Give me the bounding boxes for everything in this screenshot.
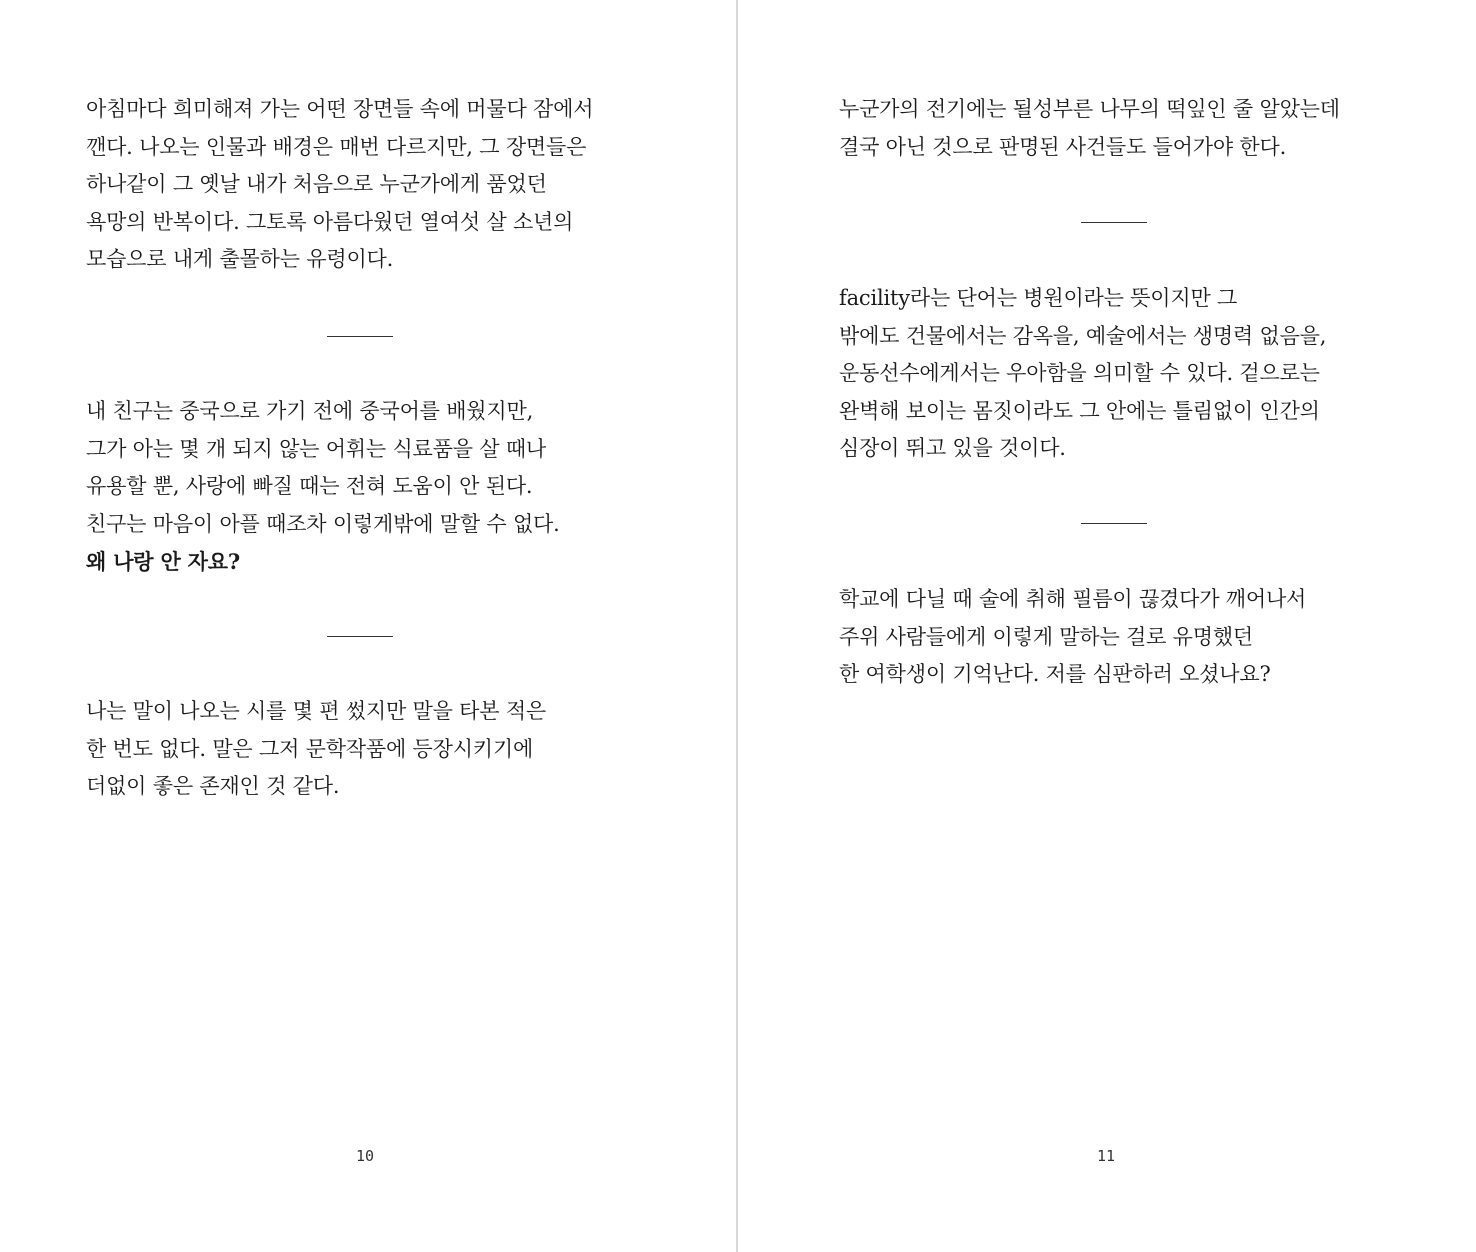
section-divider <box>1081 222 1147 223</box>
page-number: 10 <box>356 1147 375 1165</box>
section-divider <box>327 336 393 337</box>
text-line: 하나같이 그 옛날 내가 처음으로 누군가에게 품었던 <box>86 172 547 196</box>
text-line: 깬다. 나오는 인물과 배경은 매번 다르지만, 그 장면들은 <box>86 134 587 159</box>
paragraph <box>839 581 1306 694</box>
text-line: 친구는 마음이 아플 때조차 이렇게밖에 말할 수 없다. <box>86 511 560 536</box>
text-line: 운동선수에게서는 우아함을 의미할 수 있다. 겉으로는 <box>839 361 1320 385</box>
text-line: 나는 말이 나오는 시를 몇 편 썼지만 말을 타본 적은 <box>86 699 546 723</box>
text-line: 학교에 다닐 때 술에 취해 필름이 끊겼다가 깨어나서 <box>839 587 1307 611</box>
text-line: 더없이 좋은 존재인 것 같다. <box>86 774 340 798</box>
text-line: facility라는 단어는 병원이라는 뜻이지만 그 <box>839 286 1238 310</box>
text-line: 심장이 뛰고 있을 것이다. <box>839 436 1066 460</box>
right-page <box>738 0 1476 1252</box>
paragraph <box>839 91 1340 166</box>
text-line: 유용할 뿐, 사랑에 빠질 때는 전혀 도움이 안 된다. <box>86 474 533 498</box>
text-line: 그가 아는 몇 개 되지 않는 어휘는 식료품을 살 때나 <box>86 436 546 461</box>
text-line: 왜 나랑 안 자요? <box>86 549 240 574</box>
text-line: 한 여학생이 기억난다. 저를 심판하러 오셨나요? <box>839 662 1271 686</box>
text-line: 아침마다 희미해져 가는 어떤 장면들 속에 머물다 잠에서 <box>86 97 594 121</box>
section-divider <box>327 636 393 637</box>
text-line: 한 번도 없다. 말은 그저 문학작품에 등장시키기에 <box>86 736 534 761</box>
text-line: 욕망의 반복이다. 그토록 아름다웠던 열여섯 살 소년의 <box>86 209 574 234</box>
text-line: 모습으로 내게 출몰하는 유령이다. <box>86 247 394 271</box>
paragraph <box>86 393 560 581</box>
section-divider <box>1081 523 1147 524</box>
page-number: 11 <box>1097 1147 1116 1165</box>
text-line: 완벽해 보이는 몸짓이라도 그 안에는 틀림없이 인간의 <box>839 398 1320 423</box>
paragraph <box>86 91 593 279</box>
text-line: 밖에도 건물에서는 감옥을, 예술에서는 생명력 없음을, <box>839 323 1327 348</box>
paragraph <box>86 693 546 806</box>
text-line: 내 친구는 중국으로 가기 전에 중국어를 배웠지만, <box>86 399 534 423</box>
text-line: 결국 아닌 것으로 판명된 사건들도 들어가야 한다. <box>839 134 1287 159</box>
text-line: 주위 사람들에게 이렇게 말하는 걸로 유명했던 <box>839 624 1254 649</box>
left-page <box>0 0 737 1252</box>
text-line: 누군가의 전기에는 될성부른 나무의 떡잎인 줄 알았는데 <box>839 97 1340 121</box>
paragraph <box>839 280 1326 468</box>
